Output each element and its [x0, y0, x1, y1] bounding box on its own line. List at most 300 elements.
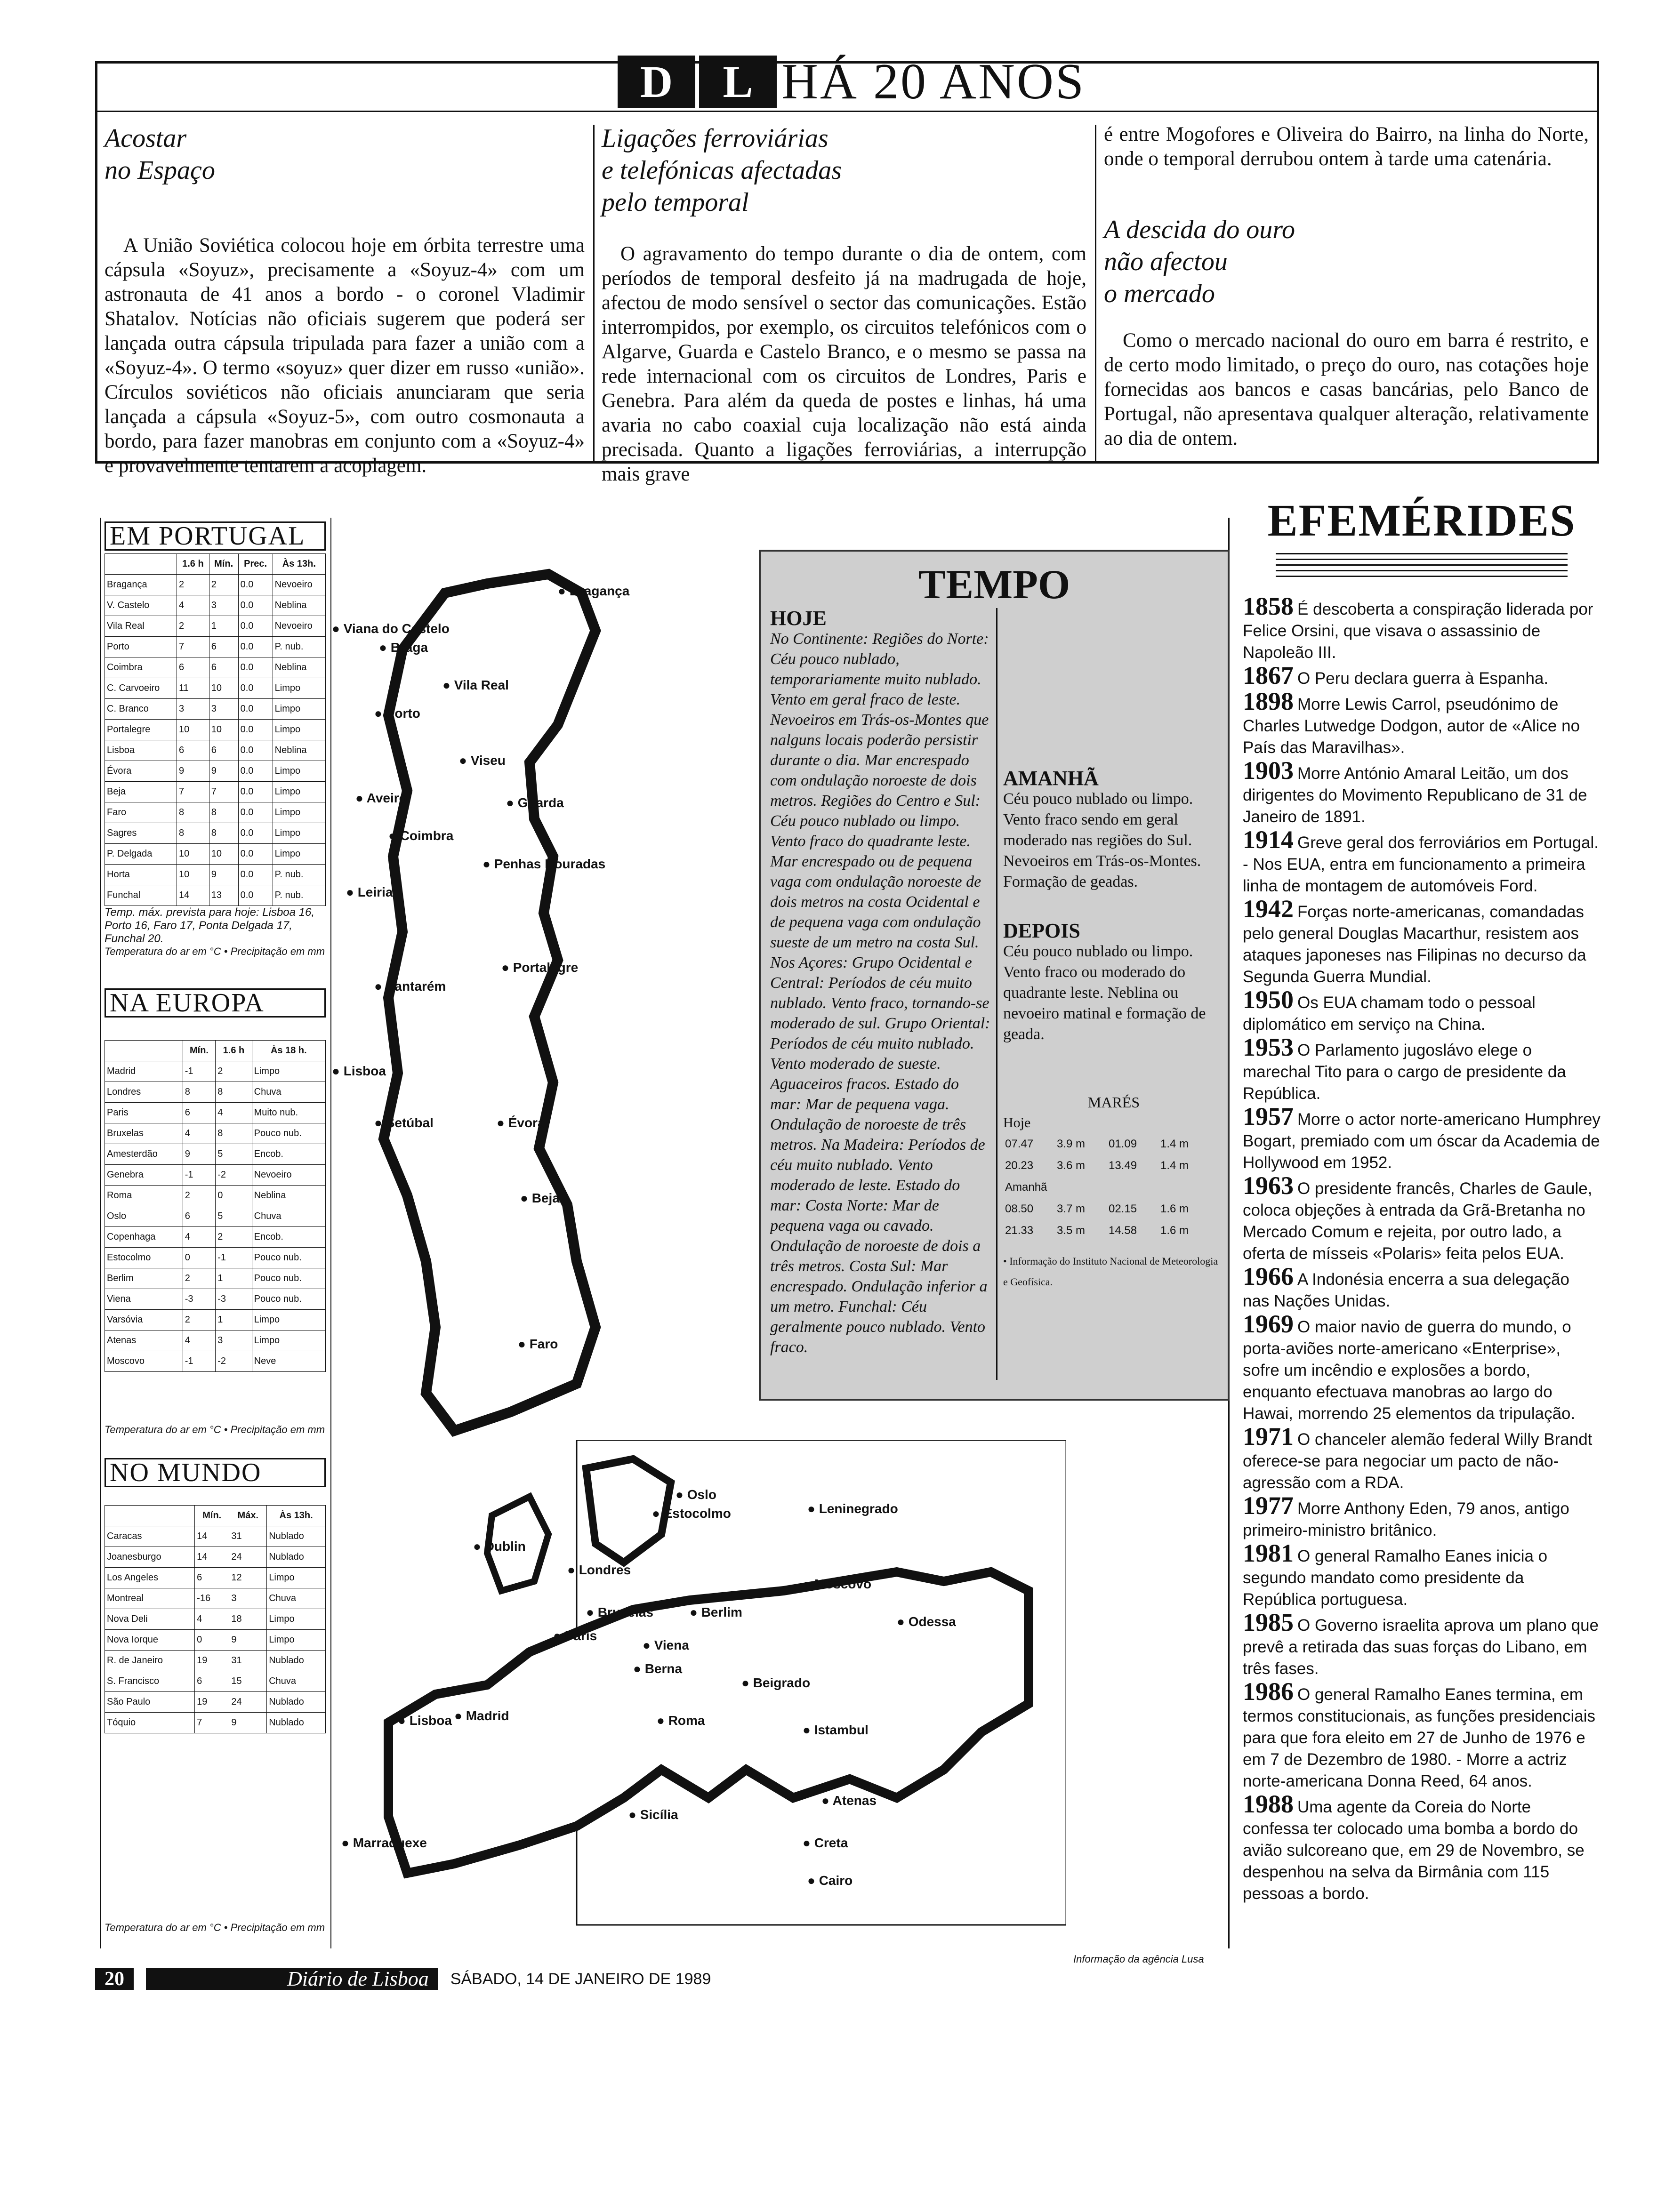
table-cell: 6 — [209, 637, 238, 657]
table-cell: 0.0 — [238, 740, 273, 761]
city-label: ● Portalegre — [501, 960, 579, 975]
table-row — [105, 740, 326, 761]
efemeride-item — [1243, 1102, 1601, 1174]
mares-table — [1003, 1133, 1210, 1242]
efemeride-year: 1957 — [1243, 1102, 1294, 1130]
table-cell: 4 — [183, 1123, 216, 1144]
efemeride-text: Morre António Amaral Leitão, um dos dirigentes do Movimento Republicano de 31 de Janeiro de 1891. — [1243, 764, 1587, 826]
table-cell: 2 — [177, 616, 209, 637]
efemeride-year: 1981 — [1243, 1539, 1294, 1567]
table-cell: Limpo — [273, 844, 325, 865]
section-title: HÁ 20 ANOS — [781, 54, 1086, 110]
table-cell: 7 — [195, 1713, 229, 1733]
table-cell: 2 — [183, 1186, 216, 1206]
table-row — [105, 1609, 326, 1630]
article-title: no Espaço — [105, 156, 215, 185]
table-cell: Pouco nub. — [252, 1248, 325, 1268]
mares-hoje-label: Hoje — [1003, 1115, 1031, 1130]
article-title: e telefónicas afectadas — [602, 156, 842, 185]
logo-letter-l: L — [699, 56, 777, 108]
efemeride-year: 1953 — [1243, 1033, 1294, 1061]
table-cell: C. Carvoeiro — [105, 678, 177, 699]
table-header: Mín. — [195, 1506, 229, 1526]
table-cell: Limpo — [273, 720, 325, 740]
table-row — [105, 1248, 326, 1268]
table-cell: Nublado — [267, 1547, 326, 1568]
table-cell: 1.6 m — [1160, 1224, 1189, 1237]
table-cell: Limpo — [273, 782, 325, 802]
tempo-box — [759, 550, 1230, 1401]
efemeride-item — [1243, 1608, 1601, 1680]
table-row — [105, 1227, 326, 1248]
table-cell: 9 — [177, 761, 209, 782]
efemeride-item — [1243, 756, 1601, 828]
city-label: ● Paris — [553, 1628, 597, 1643]
table-row — [105, 1588, 326, 1609]
city-label: ● Viseu — [459, 753, 506, 768]
table-cell: 15 — [229, 1671, 267, 1692]
city-label: ● Viana do Castelo — [332, 621, 450, 636]
table-cell: Roma — [105, 1186, 183, 1206]
table-cell: P. nub. — [273, 637, 325, 657]
table-cell: 4 — [183, 1227, 216, 1248]
table-cell: 6 — [209, 657, 238, 678]
table-cell: Limpo — [252, 1310, 325, 1330]
table-cell: 10 — [177, 865, 209, 885]
table-cell: 1.4 m — [1160, 1138, 1189, 1150]
efemeride-text: O general Ramalho Eanes inicia o segundo mandato como presidente da República portuguesa. — [1243, 1547, 1548, 1609]
table-row — [105, 1310, 326, 1330]
table-header: Prec. — [238, 554, 273, 575]
table-header: Mín. — [209, 554, 238, 575]
column-rule — [1095, 125, 1096, 461]
table-cell: Limpo — [273, 699, 325, 720]
table-cell: Moscovo — [105, 1351, 183, 1372]
efemerides-list — [1243, 592, 1601, 1905]
efemeride-year: 1914 — [1243, 825, 1294, 854]
table-row — [105, 678, 326, 699]
efemeride-text: Greve geral dos ferroviários em Portugal. - Nos EUA, entra em funcionamento a primeira linha de montagem de automóveis Ford. — [1243, 834, 1599, 895]
table-cell: 18 — [229, 1609, 267, 1630]
table-cell: 31 — [229, 1651, 267, 1671]
table-cell: Varsóvia — [105, 1310, 183, 1330]
article-body: Como o mercado nacional do ouro em barra é restrito, e de certo modo limitado, o preço do ouro, nas cotações hoje fornecidas aos bancos e casas bancárias, pelo Banco de Portugal, não apresentava qualquer alteração, relativamente ao dia de ontem. — [1104, 329, 1589, 449]
city-label: ● Évora — [497, 1115, 545, 1130]
table-row — [1003, 1177, 1210, 1198]
table-cell: 13 — [209, 885, 238, 906]
table-row — [105, 1268, 326, 1289]
table-header — [105, 1506, 195, 1526]
tempo-rule — [996, 608, 997, 1380]
no-mundo-table-wrap — [105, 1505, 326, 1934]
title-underline — [1276, 553, 1568, 581]
efemeride-item — [1243, 986, 1601, 1035]
table-cell: 2 — [216, 1227, 252, 1248]
table-cell: 3.6 m — [1057, 1159, 1086, 1172]
table-cell: Neblina — [273, 740, 325, 761]
table-cell: Caracas — [105, 1526, 195, 1547]
city-label: ● Istambul — [803, 1723, 869, 1737]
table-row — [105, 720, 326, 740]
efemeride-year: 1963 — [1243, 1171, 1294, 1200]
table-cell: 0.0 — [238, 616, 273, 637]
table-row — [105, 1289, 326, 1310]
efemeride-item — [1243, 1790, 1601, 1905]
table-cell: Sagres — [105, 823, 177, 844]
left-rule — [100, 518, 101, 1948]
table-cell: Horta — [105, 865, 177, 885]
table-cell: -1 — [183, 1351, 216, 1372]
tempo-title: TEMPO — [918, 562, 1070, 608]
table-cell: Paris — [105, 1103, 183, 1123]
tempo-left-column — [770, 608, 991, 1363]
table-cell: Berlim — [105, 1268, 183, 1289]
efemeride-text: Morre Anthony Eden, 79 anos, antigo primeiro-ministro britânico. — [1243, 1499, 1569, 1539]
table-cell: 0.0 — [238, 657, 273, 678]
table-cell: 3.7 m — [1057, 1202, 1086, 1215]
na-europa-table-wrap — [105, 1040, 326, 1436]
table-cell: 6 — [195, 1568, 229, 1588]
city-label: ● Lisboa — [332, 1064, 386, 1078]
table-cell: Muito nub. — [252, 1103, 325, 1123]
table-row — [105, 1671, 326, 1692]
table-row — [105, 885, 326, 906]
mares-source: • Informação do Instituto Nacional de Meteorologia e Geofísica. — [1003, 1255, 1218, 1288]
article-continuation: é entre Mogofores e Oliveira do Bairro, na linha do Norte, onde o temporal derrubou ontem à tarde uma catenária. — [1104, 123, 1589, 170]
table-cell: Limpo — [273, 761, 325, 782]
table-cell: 3.9 m — [1057, 1138, 1086, 1150]
table-cell: Joanesburgo — [105, 1547, 195, 1568]
city-label: ● Lisboa — [398, 1713, 452, 1728]
no-mundo-table — [105, 1505, 326, 1733]
table-row — [105, 1630, 326, 1651]
efemeride-text: Forças norte-americanas, comandadas pelo general Douglas Macarthur, resistem aos ataques japoneses nas Filipinas no decurso da Segunda Guerra Mundial. — [1243, 903, 1586, 986]
table-cell: Nublado — [267, 1526, 326, 1547]
table-cell: Limpo — [267, 1609, 326, 1630]
table-cell: Neve — [252, 1351, 325, 1372]
city-label: ● Coimbra — [388, 828, 454, 843]
table-cell: 24 — [229, 1547, 267, 1568]
amanha-text: Céu pouco nublado ou limpo. Vento fraco sendo em geral moderado nas regiões do Sul. Nevoeiros em Trás-os-Montes. Formação de geadas. — [1003, 790, 1201, 890]
table-cell: 8 — [209, 802, 238, 823]
city-label: ● Marraquexe — [341, 1835, 427, 1850]
table-cell: P. nub. — [273, 865, 325, 885]
city-label: ● Moscovo — [803, 1577, 872, 1591]
table-cell: Neblina — [273, 595, 325, 616]
city-label: ● Roma — [657, 1713, 705, 1728]
table-cell: 19 — [195, 1651, 229, 1671]
efemeride-year: 1971 — [1243, 1422, 1294, 1451]
table-header: Às 13h. — [267, 1506, 326, 1526]
efemeride-text: O chanceler alemão federal Willy Brandt oferece-se para negociar um pacto de não-agressão com a RDA. — [1243, 1430, 1593, 1492]
city-label: ● Guarda — [506, 795, 564, 810]
europe-source: Informação da agência Lusa — [1073, 1953, 1204, 1965]
city-label: ● Faro — [518, 1337, 558, 1351]
city-label: ● Berlim — [690, 1605, 742, 1619]
table-row — [105, 575, 326, 595]
efemeride-year: 1942 — [1243, 895, 1294, 923]
table-cell: 10 — [209, 678, 238, 699]
table-row — [105, 1568, 326, 1588]
table-cell: S. Francisco — [105, 1671, 195, 1692]
table-cell: Neblina — [252, 1186, 325, 1206]
table-row — [105, 865, 326, 885]
efemerides-title: EFEMÉRIDES — [1267, 495, 1576, 545]
efemeride-item — [1243, 895, 1601, 988]
table-note: Temperatura do ar em °C • Precipitação em mm — [105, 946, 325, 957]
city-label: ● Beja — [520, 1191, 560, 1205]
table-header: Às 13h. — [273, 554, 325, 575]
city-label: ● Sicília — [628, 1807, 678, 1822]
table-cell: Oslo — [105, 1206, 183, 1227]
table-header: Mín. — [183, 1041, 216, 1061]
tempo-right-column — [1003, 608, 1224, 1292]
table-cell: Nova Iorque — [105, 1630, 195, 1651]
table-cell: Limpo — [267, 1630, 326, 1651]
table-cell: 1 — [216, 1268, 252, 1289]
table-cell: 0 — [183, 1248, 216, 1268]
table-cell: 2 — [183, 1310, 216, 1330]
table-cell: 9 — [209, 865, 238, 885]
table-cell: 8 — [177, 823, 209, 844]
table-cell: -2 — [216, 1165, 252, 1186]
table-cell: Viena — [105, 1289, 183, 1310]
table-cell: Limpo — [252, 1061, 325, 1082]
page-footer — [95, 1968, 711, 1990]
efemerides — [1243, 494, 1601, 1906]
amanha-title: AMANHÃ — [1003, 767, 1099, 790]
portugal-city-labels — [332, 555, 758, 1459]
article-body: O agravamento do tempo durante o dia de ontem, com períodos de temporal desfeito já na madrugada de hoje, afectou de modo sensível o sector das comunicações. Estão interrompidos, por exemplo, os circuitos telefónicos com o Algarve, Guarda e Castelo Branco, e o mesmo se passa na rede internacional com os circuitos de Londres, Paris e Genebra. Para além da queda de postes e linhas, há uma avaria no cabo coaxial cuja localização não está ainda precisada. Quanto a ligações ferroviárias, a interrupção mais grave — [602, 243, 1086, 485]
efemeride-year: 1950 — [1243, 986, 1294, 1014]
efemeride-text: Uma agente da Coreia do Norte confessa ter colocado uma bomba a bordo do avião sulcoreano que, em 29 de Novembro, se despenhou na selva da Birmânia com 115 pessoas a bordo. — [1243, 1798, 1585, 1903]
table-cell: São Paulo — [105, 1692, 195, 1713]
table-cell: 6 — [177, 657, 209, 678]
table-cell: 7 — [209, 782, 238, 802]
table-cell: 10 — [209, 844, 238, 865]
table-cell: Madrid — [105, 1061, 183, 1082]
efemeride-item — [1243, 1491, 1601, 1541]
table-cell: 2 — [209, 575, 238, 595]
table-header — [105, 1041, 183, 1061]
table-cell: Limpo — [267, 1568, 326, 1588]
table-cell: Atenas — [105, 1330, 183, 1351]
table-cell: 6 — [177, 740, 209, 761]
table-row — [105, 761, 326, 782]
forecast-text: Temp. máx. prevista para hoje: Lisboa 16, Porto 16, Faro 17, Ponta Delgada 17, Funchal 20. — [105, 906, 315, 945]
table-cell: Pouco nub. — [252, 1268, 325, 1289]
table-cell: Funchal — [105, 885, 177, 906]
table-row — [105, 1651, 326, 1671]
em-portugal-table — [105, 553, 326, 906]
efemeride-item — [1243, 1033, 1601, 1105]
efemeride-year: 1867 — [1243, 661, 1294, 689]
city-label: ● Odessa — [897, 1614, 956, 1629]
table-cell: 0.0 — [238, 802, 273, 823]
efemeride-item — [1243, 687, 1601, 759]
table-row — [1003, 1220, 1210, 1242]
city-label: ● Bragança — [558, 584, 630, 598]
table-cell: Chuva — [267, 1671, 326, 1692]
table-cell: 6 — [183, 1103, 216, 1123]
table-cell: Porto — [105, 637, 177, 657]
table-row — [105, 1330, 326, 1351]
table-cell: 4 — [216, 1103, 252, 1123]
table-cell: Pouco nub. — [252, 1289, 325, 1310]
table-cell: 2 — [183, 1268, 216, 1289]
table-cell: 8 — [209, 823, 238, 844]
table-cell: 0.0 — [238, 865, 273, 885]
efemeride-item — [1243, 1171, 1601, 1265]
table-cell: 6 — [195, 1671, 229, 1692]
table-cell: 9 — [183, 1144, 216, 1165]
table-note: Temperatura do ar em °C • Precipitação em mm — [105, 1922, 325, 1933]
city-label: ● Madrid — [454, 1708, 509, 1723]
efemeride-item — [1243, 1262, 1601, 1312]
table-row — [105, 1547, 326, 1568]
table-cell: 0.0 — [238, 720, 273, 740]
efemeride-year: 1903 — [1243, 756, 1294, 785]
table-cell: Faro — [105, 802, 177, 823]
efemeride-item — [1243, 825, 1601, 897]
table-cell: 0.0 — [238, 678, 273, 699]
article-title: Ligações ferroviárias — [602, 124, 828, 153]
table-cell: 21.33 — [1005, 1224, 1034, 1237]
efemeride-year: 1986 — [1243, 1677, 1294, 1706]
europe-city-labels — [332, 1440, 1066, 1930]
table-cell: 9 — [229, 1713, 267, 1733]
table-header: 1.6 h — [216, 1041, 252, 1061]
table-row — [105, 1165, 326, 1186]
efemeride-year: 1988 — [1243, 1790, 1294, 1818]
article-title: o mercado — [1104, 279, 1215, 308]
table-cell: Neblina — [273, 657, 325, 678]
table-row — [105, 1713, 326, 1733]
table-row — [1003, 1133, 1210, 1155]
table-cell: V. Castelo — [105, 595, 177, 616]
table-cell: 12 — [229, 1568, 267, 1588]
table-cell: 4 — [183, 1330, 216, 1351]
city-label: ● Vila Real — [442, 678, 509, 692]
table-cell: Los Angeles — [105, 1568, 195, 1588]
table-cell: 0.0 — [238, 575, 273, 595]
na-europa-title: NA EUROPA — [105, 988, 326, 1018]
table-cell: -3 — [216, 1289, 252, 1310]
table-cell: P. Delgada — [105, 844, 177, 865]
article-acostar — [105, 122, 585, 478]
efemeride-text: O Parlamento jugosl​ávo elege o marechal Tito para o cargo de presidente da República. — [1243, 1041, 1566, 1103]
efemeride-item — [1243, 1677, 1601, 1792]
city-label: ● Berna — [633, 1661, 683, 1676]
table-cell: 1.4 m — [1160, 1159, 1189, 1172]
table-cell: 24 — [229, 1692, 267, 1713]
table-cell: Copenhaga — [105, 1227, 183, 1248]
table-cell: 1.6 m — [1160, 1202, 1189, 1215]
table-row — [105, 699, 326, 720]
table-cell: 3 — [177, 699, 209, 720]
table-cell: 02.15 — [1108, 1202, 1137, 1215]
city-label: ● Porto — [374, 706, 420, 721]
table-cell: 6 — [183, 1206, 216, 1227]
table-row — [105, 1103, 326, 1123]
table-row — [105, 657, 326, 678]
efemeride-item — [1243, 1310, 1601, 1425]
efemeride-item — [1243, 1539, 1601, 1611]
table-row — [105, 823, 326, 844]
table-cell: -1 — [183, 1165, 216, 1186]
table-cell: Lisboa — [105, 740, 177, 761]
hoje-title: HOJE — [770, 607, 827, 630]
city-label: ● Viena — [643, 1638, 689, 1652]
efemeride-item — [1243, 661, 1601, 689]
table-note: Temperatura do ar em °C • Precipitação em mm — [105, 1424, 325, 1435]
table-cell: Limpo — [273, 678, 325, 699]
table-cell: 0 — [216, 1186, 252, 1206]
table-cell: 7 — [177, 782, 209, 802]
table-cell: 0 — [195, 1630, 229, 1651]
efemeride-text: O general Ramalho Eanes termina, em termos constitucionais, as funções presidenciais para que fora eleito em 27 de Junho de 1976 e em 7 de Dezembro de 1980. - Morre a actriz norte-americana Donna Reed, 64 anos. — [1243, 1685, 1595, 1790]
table-cell: Bragança — [105, 575, 177, 595]
table-cell: Nublado — [267, 1713, 326, 1733]
table-cell: 3 — [216, 1330, 252, 1351]
table-cell: P. nub. — [273, 885, 325, 906]
table-cell: 14 — [195, 1547, 229, 1568]
table-cell: 0.0 — [238, 637, 273, 657]
article-body: A União Soviética colocou hoje em órbita terrestre uma cápsula «Soyuz», precisamente a «Soyuz-4» com um astronauta de 41 anos a bordo - o coronel Vladimir Shatalov. Notícias não oficiais sugerem que poderá ser lançada outra cápsula tripulada para fazer a união com a «Soyuz-4». O termo «soyuz» quer dizer em russo «união». Círculos soviéticos não oficiais anunciaram que seria lançada a cápsula «Soyuz-5», com outro cosmonauta a bordo, para fazer manobras em conjunto com a «Soyuz-4» e provavelmente tentarem a acoplagem. — [105, 234, 585, 477]
table-cell: Beja — [105, 782, 177, 802]
efemeride-text: Morre o actor norte-americano Humphrey Bogart, premiado com um óscar da Academia de Hollywood em 1952. — [1243, 1110, 1601, 1172]
table-cell: 9 — [209, 761, 238, 782]
efemeride-text: O Peru declara guerra à Espanha. — [1297, 669, 1549, 688]
table-cell: 3.5 m — [1057, 1224, 1086, 1237]
table-cell: 08.50 — [1005, 1202, 1034, 1215]
masthead: Diário de Lisboa — [146, 1968, 438, 1990]
table-cell: Limpo — [273, 823, 325, 844]
table-cell: 10 — [177, 720, 209, 740]
em-portugal-table-wrap — [105, 553, 326, 958]
mares-amanha-label: Amanhã — [1005, 1181, 1047, 1194]
table-cell: Nublado — [267, 1692, 326, 1713]
depois-text: Céu pouco nublado ou limpo. Vento fraco ou moderado do quadrante leste. Neblina ou nevoeiro matinal e formação de geada. — [1003, 943, 1206, 1043]
city-label: ● Bruxelas — [586, 1605, 653, 1619]
table-cell: -2 — [216, 1351, 252, 1372]
table-row — [105, 782, 326, 802]
table-header: Às 18 h. — [252, 1041, 325, 1061]
table-cell: 07.47 — [1005, 1138, 1034, 1150]
table-row — [1003, 1155, 1210, 1177]
efemeride-year: 1985 — [1243, 1608, 1294, 1636]
table-row — [105, 1082, 326, 1103]
table-cell: R. de Janeiro — [105, 1651, 195, 1671]
city-label: ● Santarém — [374, 979, 446, 994]
table-cell: Coimbra — [105, 657, 177, 678]
table-row — [105, 616, 326, 637]
table-row — [105, 637, 326, 657]
hoje-text: No Continente: Regiões do Norte: Céu pouco nublado, temporariamente muito nublado. Vento em geral fraco de leste. Nevoeiros em Trás-os-Montes que nalguns locais poderão persistir durante o dia. Mar encrespado com ondulação noroeste de dois metros. Regiões do Centro e Sul: Céu pouco nublado ou limpo. Vento fraco do quadrante leste. Mar encrespado ou de pequena vaga com ondulação noroeste de dois metros na costa Ocidental e de pequena vaga com ondulação sueste de um metro na costa Sul. Nos Açores: Grupo Ocidental e Central: Períodos de céu muito nublado. Vento fraco, tornando-se moderado de sul. Grupo Oriental: Períodos de céu muito nublado. Vento moderado de sueste. Aguaceiros fracos. Estado do mar: Mar de pequena vaga. Ondulação de noroeste de três metros. Na Madeira: Períodos de céu muito nublado. Vento moderado de leste. Estado do mar: Costa Norte: Mar de pequena vaga ou cavado. Ondulação de noroeste de dois a três metros. Costa Sul: Mar encrespado. Ondulação inferior a um metro. Funchal: Céu geralmente pouco nublado. Vento fraco. — [770, 630, 990, 1356]
table-cell: 4 — [195, 1609, 229, 1630]
table-cell: 19 — [195, 1692, 229, 1713]
page-number: 20 — [95, 1968, 134, 1990]
table-row — [105, 1692, 326, 1713]
table-cell: 1 — [216, 1310, 252, 1330]
table-cell: Nevoeiro — [273, 616, 325, 637]
city-label: ● Cairo — [807, 1873, 853, 1888]
table-cell: 8 — [216, 1123, 252, 1144]
city-label: ● Setúbal — [374, 1115, 434, 1130]
table-header: 1.6 h — [177, 554, 209, 575]
table-cell: Tóquio — [105, 1713, 195, 1733]
city-label: ● Beigrado — [741, 1675, 811, 1690]
